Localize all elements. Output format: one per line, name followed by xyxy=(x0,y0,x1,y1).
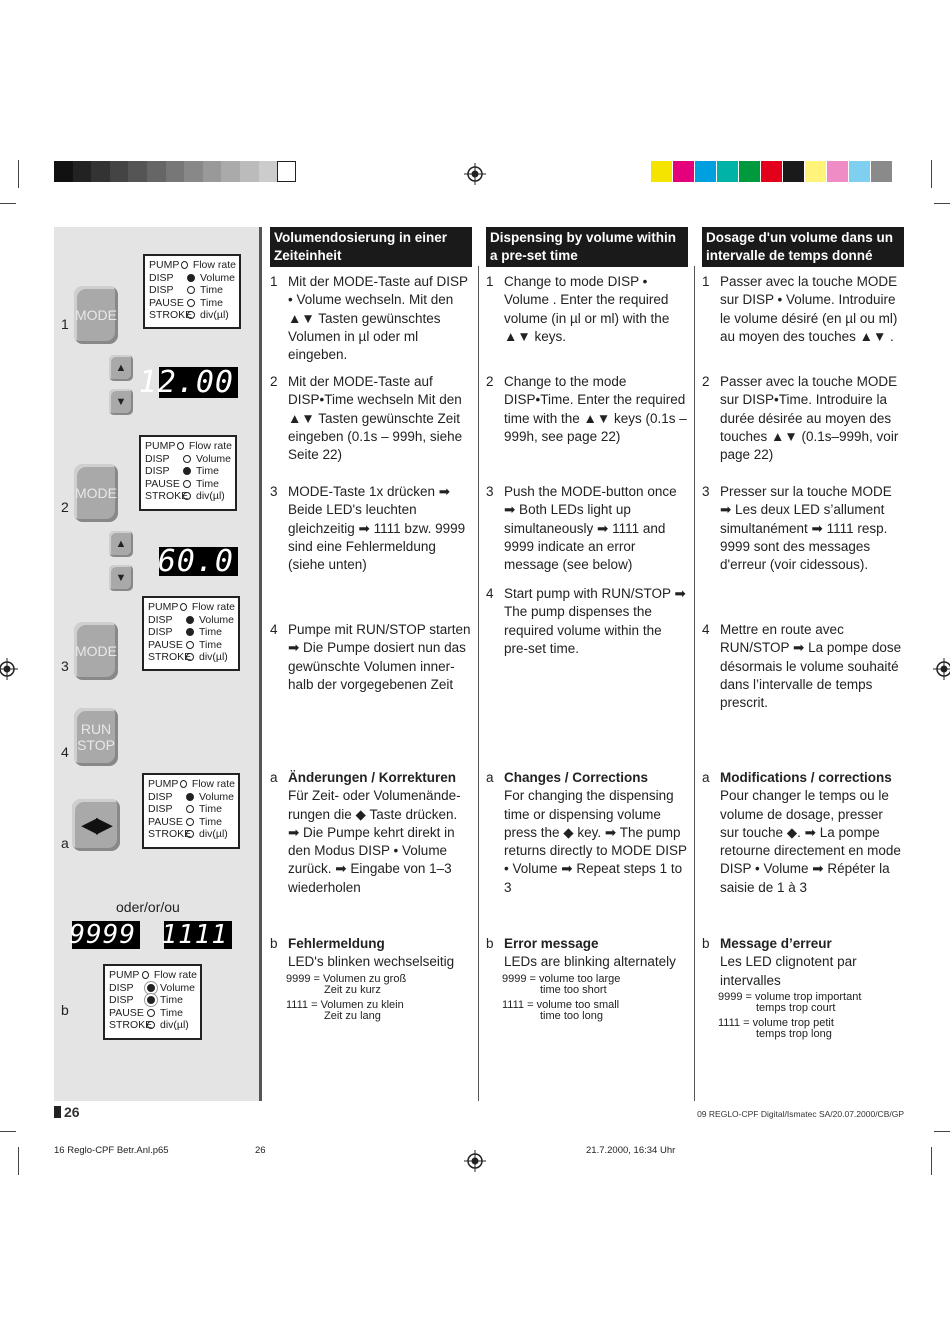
mode-button[interactable]: MODE xyxy=(74,622,118,680)
mode-button[interactable]: MODE xyxy=(74,464,118,522)
registration-mark-icon xyxy=(933,658,950,680)
status-value: Time xyxy=(199,638,222,651)
run-stop-button[interactable]: RUN STOP xyxy=(74,708,118,766)
status-row xyxy=(149,297,236,310)
section-error xyxy=(702,935,904,1041)
step-text: Mit der MODE-Taste auf DISP • Volume wechseln. Mit den ▲▼ Tasten gewünschtes Volumen in µl oder ml eingeben. xyxy=(288,274,468,363)
section-letter: a xyxy=(702,770,710,785)
step-item xyxy=(270,621,472,694)
led-indicator-icon xyxy=(186,805,194,813)
column-divider xyxy=(478,266,479,1101)
led-indicator-icon xyxy=(186,628,194,636)
step-number: 4 xyxy=(270,622,278,637)
color-swatch xyxy=(871,161,892,182)
triangle-down-icon: ▼ xyxy=(115,572,127,584)
color-swatch xyxy=(717,161,738,182)
step-text: Mit der MODE-Taste auf DISP•Time wechseln Mit den ▲▼ Tasten gewünschte Zeit eingeben (0.1s – 999h, siehe Seite 22) xyxy=(288,374,463,463)
gray-swatch xyxy=(277,161,296,182)
led-indicator-icon xyxy=(180,603,187,611)
status-label: PAUSE xyxy=(109,1006,144,1019)
error-entry xyxy=(286,1000,472,1023)
file-date: 21.7.2000, 16:34 Uhr xyxy=(586,1145,676,1156)
step-item xyxy=(486,273,688,346)
status-value: Time xyxy=(200,296,223,309)
section-letter: a xyxy=(486,770,494,785)
gray-swatch xyxy=(91,161,110,182)
status-value: Flow rate xyxy=(192,259,236,271)
led-indicator-icon xyxy=(187,274,195,282)
section-title: Error message xyxy=(504,936,599,951)
step-item xyxy=(270,483,472,574)
status-row xyxy=(145,490,232,503)
status-value: Time xyxy=(199,815,222,828)
file-page: 26 xyxy=(255,1145,266,1156)
error-line: volume too large xyxy=(539,972,621,985)
color-swatch xyxy=(673,161,694,182)
step-number: 4 xyxy=(486,586,494,601)
left-right-arrows-icon: ◀▶ xyxy=(81,812,111,837)
error-code: 9999 = xyxy=(286,972,320,985)
lcd-display: 12.00 xyxy=(159,367,238,398)
step-number: 3 xyxy=(702,484,710,499)
status-value: Flow rate xyxy=(188,440,232,452)
step-item xyxy=(702,373,904,464)
status-row xyxy=(145,465,232,478)
status-value: Volume xyxy=(200,271,236,284)
error-code: 1111 = xyxy=(502,998,534,1011)
triangle-down-icon: ▼ xyxy=(115,396,127,408)
status-value: Flow rate xyxy=(191,778,235,790)
column-heading: Dosage d'un volume dans un intervalle de temps donné xyxy=(702,227,904,267)
section-changes xyxy=(486,769,688,897)
status-value: Flow rate xyxy=(191,601,235,613)
section-text: Les LED clignotent par intervalles xyxy=(720,954,857,988)
status-row xyxy=(145,478,232,491)
led-indicator-icon xyxy=(183,467,191,475)
status-label: DISP xyxy=(145,452,170,465)
step-number: b xyxy=(61,1002,69,1018)
status-value: div(µl) xyxy=(199,828,228,841)
status-value: Time xyxy=(196,465,219,478)
triangle-up-icon: ▲ xyxy=(115,538,127,550)
color-swatch xyxy=(739,161,760,182)
error-entry xyxy=(286,974,472,997)
gray-swatch xyxy=(166,161,185,182)
step-number: 3 xyxy=(270,484,278,499)
led-indicator-icon xyxy=(186,793,194,801)
status-row xyxy=(148,651,235,664)
step-number: a xyxy=(61,835,69,851)
status-label: DISP xyxy=(148,790,173,803)
status-row xyxy=(149,272,236,285)
status-value: div(µl) xyxy=(200,309,229,322)
step-text: Start pump with RUN/STOP ➡ The pump dispenses the required volume within the pre-set time. xyxy=(504,586,686,656)
gray-swatch xyxy=(203,161,222,182)
led-indicator-icon xyxy=(142,971,149,979)
gray-swatch xyxy=(128,161,147,182)
color-swatch xyxy=(827,161,848,182)
section-text: Pour changer le temps ou le volume de dosage, presser sur touche ◆. ➡ La pompe retourne directement en mode DISP • Volume ➡ Répéter la saisie de 1 à 3 xyxy=(720,788,901,895)
column-divider xyxy=(694,266,695,1101)
step-item xyxy=(270,373,472,464)
step-number: 2 xyxy=(702,374,710,389)
status-label: DISP xyxy=(109,994,134,1007)
status-label: PAUSE xyxy=(148,638,183,651)
led-indicator-icon xyxy=(183,492,191,500)
led-indicator-icon xyxy=(186,616,194,624)
status-label: DISP xyxy=(109,981,134,994)
status-value: Time xyxy=(196,477,219,490)
status-row xyxy=(109,982,197,995)
status-display xyxy=(142,596,240,671)
status-row xyxy=(148,778,235,791)
section-letter: b xyxy=(486,936,494,951)
step-number: 1 xyxy=(486,274,494,289)
step-text: Passer avec la touche MODE sur DISP • Volume. Introduire le volume désiré (en µl ou ml) au moyen des touches ▲▼ . xyxy=(720,274,898,344)
column-heading: Volumendosierung in einer Zeiteinheit xyxy=(270,227,472,267)
led-indicator-icon xyxy=(147,996,155,1004)
step-number: 4 xyxy=(61,744,69,760)
led-indicator-icon xyxy=(186,641,194,649)
status-label: DISP xyxy=(145,465,170,478)
status-value: Volume xyxy=(196,452,232,465)
status-label: STROKE xyxy=(149,309,193,322)
status-display xyxy=(103,964,202,1040)
registration-mark-icon xyxy=(0,658,18,680)
file-name: 16 Reglo-CPF Betr.Anl.p65 xyxy=(54,1145,169,1156)
status-value: Time xyxy=(199,626,222,639)
step-number: 2 xyxy=(486,374,494,389)
led-indicator-icon xyxy=(180,780,187,788)
section-text: For changing the dispensing time or dispensing volume press the ◆ key. ➡ The pump returns directly to MODE DISP • Volume ➡ Repeat steps 1 to 3 xyxy=(504,788,687,895)
error-code: 1111 = xyxy=(718,1016,750,1029)
error-entry xyxy=(502,974,688,997)
step-text: Mettre en route avec RUN/STOP ➡ La pompe dose désormais le volume souhaité dans l’intervalle de temps prescrit. xyxy=(720,622,902,711)
error-entry xyxy=(502,1000,688,1023)
step-number: 1 xyxy=(270,274,278,289)
gray-swatch xyxy=(147,161,166,182)
step-number: 2 xyxy=(61,499,69,515)
status-row xyxy=(145,440,232,453)
error-display-1111: 1111 xyxy=(164,921,232,949)
gray-swatch xyxy=(259,161,278,182)
led-indicator-icon xyxy=(147,984,155,992)
status-row xyxy=(109,1007,197,1020)
color-swatch xyxy=(651,161,672,182)
triangle-up-icon: ▲ xyxy=(115,362,127,374)
error-line: volume too small xyxy=(536,998,620,1011)
or-label: oder/or/ou xyxy=(116,899,180,915)
step-text: Change to the mode DISP•Time. Enter the required time with the ▲▼ keys (0.1s – 999h, see page 22) xyxy=(504,374,687,444)
error-code: 1111 = xyxy=(286,998,318,1011)
error-display-9999: 9999 xyxy=(72,921,140,949)
error-line: volume trop petit xyxy=(752,1016,834,1029)
down-arrow-button[interactable] xyxy=(109,565,133,591)
step-text: Pumpe mit RUN/STOP starten ➡ Die Pumpe dosiert nun das gewünschte Volumen innerhalb der vorgegebenen Zeit xyxy=(288,622,471,692)
registration-mark-icon xyxy=(464,163,486,185)
page-marker xyxy=(54,1106,61,1118)
section-error xyxy=(270,935,472,1023)
status-row xyxy=(148,803,235,816)
error-code: 9999 = xyxy=(718,990,752,1003)
step-text: Presser sur la touche MODE ➡ Les deux LED s’allument simultanément ➡ 1111 resp. 9999 sont des messages d'erreur (voir cidessous). xyxy=(720,484,892,573)
panel-divider xyxy=(259,227,262,1101)
status-value: Time xyxy=(160,994,183,1007)
status-label: PUMP xyxy=(109,969,140,981)
error-line: time too long xyxy=(540,1010,603,1023)
left-right-button[interactable] xyxy=(72,799,120,851)
status-value: Time xyxy=(160,1006,183,1019)
status-label: STROKE xyxy=(145,490,189,503)
status-value: Time xyxy=(199,803,222,816)
step-number: 3 xyxy=(61,658,69,674)
error-line: Volumen zu groß xyxy=(323,972,407,985)
error-code: 9999 = xyxy=(502,972,536,985)
led-indicator-icon xyxy=(183,455,191,463)
error-entry xyxy=(718,992,904,1015)
status-label: DISP xyxy=(148,613,173,626)
gray-swatch xyxy=(110,161,129,182)
section-title: Modifications / corrections xyxy=(720,770,892,785)
gray-swatch xyxy=(73,161,92,182)
status-row xyxy=(148,639,235,652)
status-row xyxy=(148,614,235,627)
status-value: Flow rate xyxy=(153,969,197,981)
section-changes xyxy=(270,769,472,897)
section-title: Änderungen / Korrekturen xyxy=(288,770,457,785)
led-indicator-icon xyxy=(183,480,191,488)
mode-button[interactable]: MODE xyxy=(74,286,118,344)
status-row xyxy=(149,284,236,297)
step-item xyxy=(702,621,904,712)
step-text: Change to mode DISP • Volume . Enter the required volume (in µl or ml) with the ▲▼ keys. xyxy=(504,274,670,344)
status-row xyxy=(149,309,236,322)
error-line: time too short xyxy=(540,984,607,997)
status-label: DISP xyxy=(149,271,174,284)
up-arrow-button[interactable] xyxy=(109,531,133,557)
section-text: LED's blinken wechselseitig xyxy=(288,954,455,970)
step-number: 1 xyxy=(702,274,710,289)
error-line: volume trop important xyxy=(755,990,862,1003)
status-label: PAUSE xyxy=(148,815,183,828)
error-line: temps trop court xyxy=(756,1002,836,1015)
status-row xyxy=(148,791,235,804)
status-label: PUMP xyxy=(149,259,180,271)
status-label: DISP xyxy=(149,284,174,297)
led-indicator-icon xyxy=(147,1009,155,1017)
section-error xyxy=(486,935,688,1023)
status-label: PAUSE xyxy=(149,296,184,309)
status-label: PUMP xyxy=(148,778,179,790)
step-text: Passer avec la touche MODE sur DISP•Time. Introduire la durée désirée au moyen des touches ▲▼ (0.1s–999h, voir page 22) xyxy=(720,374,899,463)
section-text: LEDs are blinking alternately xyxy=(504,954,676,970)
status-label: DISP xyxy=(148,626,173,639)
status-value: div(µl) xyxy=(160,1019,189,1032)
step-text: MODE-Taste 1x drücken ➡ Beide LED's leuchten gleichzeitig ➡ 1111 bzw. 9999 sind eine Fehlermeldung (siehe unten) xyxy=(288,484,466,573)
color-swatch xyxy=(849,161,870,182)
led-indicator-icon xyxy=(187,299,195,307)
gray-swatch xyxy=(221,161,240,182)
step-item xyxy=(486,483,688,574)
section-letter: b xyxy=(702,936,710,951)
step-text: Push the MODE-button once ➡ Both LEDs light up simultaneously ➡ 1111 and 9999 indicate an error message (see below) xyxy=(504,484,677,573)
section-letter: b xyxy=(270,936,278,951)
led-indicator-icon xyxy=(186,818,194,826)
status-display xyxy=(142,773,240,849)
registration-mark-icon xyxy=(464,1150,486,1172)
down-arrow-button[interactable] xyxy=(109,389,133,415)
section-letter: a xyxy=(270,770,278,785)
step-item xyxy=(270,273,472,364)
led-indicator-icon xyxy=(187,311,195,319)
color-swatch xyxy=(761,161,782,182)
status-value: Volume xyxy=(160,981,196,994)
error-entry xyxy=(718,1018,904,1041)
step-item xyxy=(486,585,688,658)
step-number: 1 xyxy=(61,316,69,332)
error-line: temps trop long xyxy=(756,1028,832,1041)
status-label: PAUSE xyxy=(145,477,180,490)
led-indicator-icon xyxy=(177,442,184,450)
status-label: PUMP xyxy=(148,601,179,613)
status-value: div(µl) xyxy=(199,651,228,664)
lcd-display: 60.0 xyxy=(159,547,238,576)
status-row xyxy=(148,816,235,829)
section-title: Message d’erreur xyxy=(720,936,832,951)
error-line: Volumen zu klein xyxy=(320,998,404,1011)
status-value: Volume xyxy=(199,790,235,803)
led-indicator-icon xyxy=(186,653,194,661)
status-value: Volume xyxy=(199,613,235,626)
error-line: Zeit zu kurz xyxy=(324,984,381,997)
step-number: 2 xyxy=(270,374,278,389)
status-row xyxy=(109,969,197,982)
color-swatch xyxy=(805,161,826,182)
status-label: STROKE xyxy=(109,1019,153,1032)
page-number: 26 xyxy=(64,1104,80,1120)
status-label: STROKE xyxy=(148,651,192,664)
status-value: div(µl) xyxy=(196,490,225,503)
led-indicator-icon xyxy=(181,261,188,269)
section-text: Für Zeit- oder Volumenänderungen die ◆ Taste drücken. ➡ Die Pumpe kehrt direkt in den Modus DISP • Volume zurück. ➡ Eingabe von 1–3 wiederholen xyxy=(288,788,461,895)
up-arrow-button[interactable] xyxy=(109,355,133,381)
status-row xyxy=(145,453,232,466)
status-value: Time xyxy=(200,284,223,297)
step-item xyxy=(486,373,688,446)
step-item xyxy=(702,483,904,574)
gray-swatch xyxy=(184,161,203,182)
led-indicator-icon xyxy=(147,1021,155,1029)
column-heading: Dispensing by volume within a pre-set time xyxy=(486,227,688,267)
status-label: PUMP xyxy=(145,440,176,452)
status-row xyxy=(109,1019,197,1032)
section-changes xyxy=(702,769,904,897)
section-title: Fehlermeldung xyxy=(288,936,385,951)
gray-swatch xyxy=(54,161,73,182)
color-swatch xyxy=(783,161,804,182)
section-title: Changes / Corrections xyxy=(504,770,649,785)
status-row xyxy=(148,626,235,639)
step-number: 3 xyxy=(486,484,494,499)
status-display xyxy=(143,254,241,329)
status-label: STROKE xyxy=(148,828,192,841)
led-indicator-icon xyxy=(186,830,194,838)
status-row xyxy=(149,259,236,272)
doc-reference: 09 REGLO-CPF Digital/Ismatec SA/20.07.2000/CB/GP xyxy=(697,1109,904,1119)
error-line: Zeit zu lang xyxy=(324,1010,381,1023)
led-indicator-icon xyxy=(187,286,195,294)
color-swatch xyxy=(695,161,716,182)
step-number: 4 xyxy=(702,622,710,637)
status-row xyxy=(148,828,235,841)
gray-swatch xyxy=(240,161,259,182)
step-item xyxy=(702,273,904,346)
status-row xyxy=(148,601,235,614)
status-label: DISP xyxy=(148,803,173,816)
status-row xyxy=(109,994,197,1007)
status-display xyxy=(139,435,237,511)
